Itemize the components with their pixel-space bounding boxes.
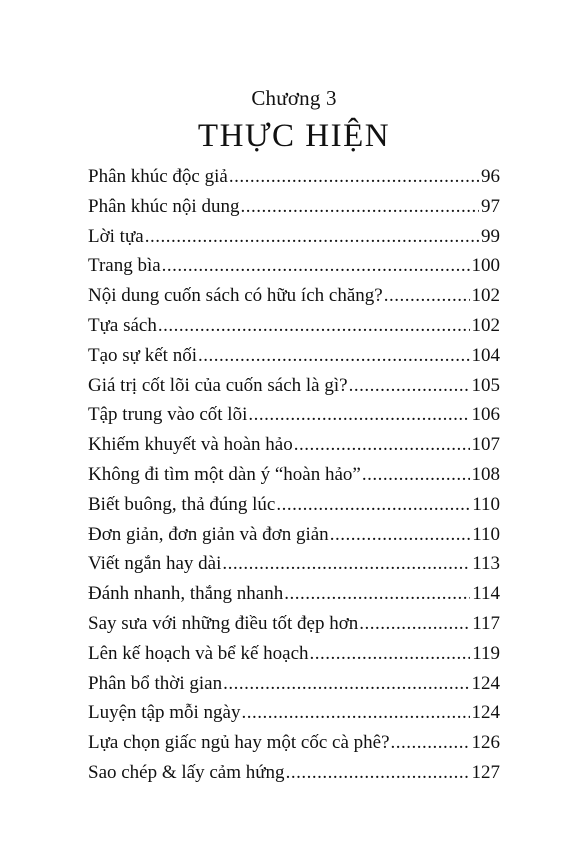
toc-dot-leader: [284, 579, 470, 609]
toc-dot-leader: [242, 698, 470, 728]
toc-entry-title: Nội dung cuốn sách có hữu ích chăng?: [88, 285, 383, 307]
toc-entry: [88, 490, 500, 520]
toc-dot-leader: [384, 281, 470, 311]
toc-entry: [88, 281, 500, 311]
toc-dot-leader: [359, 609, 470, 639]
toc-entry-page-number: 96: [481, 166, 500, 187]
toc-entry: [88, 430, 500, 460]
toc-entry-title: Lên kế hoạch và bể kế hoạch: [88, 642, 309, 664]
toc-entry-page-number: 113: [472, 553, 500, 575]
toc-entry-title: Phân khúc độc giả: [88, 166, 228, 187]
toc-entry-title: Lời tựa: [88, 225, 144, 247]
toc-entry-title: Đơn giản, đơn giản và đơn giản: [88, 523, 329, 545]
toc-entry: [88, 371, 500, 401]
toc-dot-leader: [330, 520, 471, 550]
toc-entry-page-number: 106: [471, 404, 500, 426]
toc-entry: [88, 192, 500, 222]
toc-entry-title: Giá trị cốt lõi của cuốn sách là gì?: [88, 374, 348, 396]
toc-entry: [88, 728, 500, 758]
toc-entry-title: Biết buông, thả đúng lúc: [88, 493, 276, 515]
toc-dot-leader: [391, 728, 470, 758]
toc-entry-title: Khiếm khuyết và hoàn hảo: [88, 434, 293, 456]
toc-entry-page-number: 110: [472, 523, 500, 545]
toc-entry-title: Luyện tập mỗi ngày: [88, 702, 241, 724]
toc-entry-title: Tựa sách: [88, 314, 157, 336]
toc-entry-title: Phân bổ thời gian: [88, 672, 223, 694]
toc-entry: [88, 520, 500, 550]
chapter-title: THỰC HIỆN: [197, 118, 391, 154]
toc-entry-title: Tạo sự kết nối: [88, 344, 197, 366]
toc-dot-leader: [362, 460, 470, 490]
toc-entry: [88, 609, 500, 639]
toc-entry-page-number: 127: [471, 761, 500, 783]
toc-entry-title: Say sưa với những điều tốt đẹp hơn: [88, 612, 359, 634]
toc-dot-leader: [223, 669, 469, 699]
toc-entry-page-number: 117: [472, 612, 500, 634]
toc-dot-leader: [222, 549, 470, 579]
toc-entry-page-number: 104: [471, 344, 500, 366]
toc-entry-page-number: 107: [471, 434, 500, 456]
toc-entry: [88, 162, 500, 192]
toc-entry: [88, 639, 500, 669]
table-of-contents: [88, 162, 500, 788]
toc-dot-leader: [240, 192, 479, 222]
toc-dot-leader: [248, 400, 469, 430]
toc-entry-page-number: 100: [471, 255, 500, 277]
toc-entry-title: Không đi tìm một dàn ý “hoàn hảo”: [88, 463, 361, 485]
toc-dot-leader: [162, 251, 470, 281]
toc-entry-page-number: 99: [481, 225, 500, 247]
toc-entry-page-number: 97: [481, 195, 500, 217]
toc-entry-title: Sao chép & lấy cảm hứng: [88, 761, 285, 783]
toc-dot-leader: [198, 341, 470, 371]
toc-entry: [88, 758, 500, 788]
toc-entry: [88, 549, 500, 579]
book-page: [88, 84, 500, 788]
toc-entry-title: Đánh nhanh, thắng nhanh: [88, 583, 284, 605]
toc-dot-leader: [294, 430, 470, 460]
toc-dot-leader: [158, 311, 470, 341]
toc-entry-page-number: 108: [471, 463, 500, 485]
toc-entry-title: Phân khúc nội dung: [88, 195, 240, 217]
toc-dot-leader: [276, 490, 470, 520]
toc-entry: [88, 460, 500, 490]
toc-entry-page-number: 114: [472, 583, 500, 605]
toc-entry-page-number: 110: [472, 493, 500, 515]
toc-entry-page-number: 119: [472, 642, 500, 664]
toc-entry: [88, 341, 500, 371]
toc-entry-title: Viết ngắn hay dài: [88, 553, 222, 575]
toc-entry: [88, 669, 500, 699]
toc-entry: [88, 251, 500, 281]
toc-entry: [88, 222, 500, 252]
toc-dot-leader: [310, 639, 471, 669]
toc-entry: [88, 698, 500, 728]
toc-dot-leader: [286, 758, 470, 788]
toc-entry: [88, 311, 500, 341]
toc-entry-page-number: 102: [471, 285, 500, 307]
toc-entry-title: Lựa chọn giấc ngủ hay một cốc cà phê?: [88, 732, 390, 754]
toc-entry: [88, 400, 500, 430]
toc-entry-page-number: 105: [471, 374, 500, 396]
toc-entry-page-number: 126: [471, 732, 500, 754]
toc-dot-leader: [349, 371, 470, 401]
toc-entry-title: Tập trung vào cốt lõi: [88, 404, 248, 426]
toc-entry-page-number: 124: [471, 702, 500, 724]
toc-dot-leader: [145, 222, 479, 252]
toc-entry-title: Trang bìa: [88, 255, 161, 277]
toc-dot-leader: [229, 162, 479, 192]
toc-entry-page-number: 102: [471, 314, 500, 336]
chapter-label: Chương 3: [251, 86, 337, 110]
toc-entry-page-number: 124: [471, 672, 500, 694]
toc-entry: [88, 579, 500, 609]
